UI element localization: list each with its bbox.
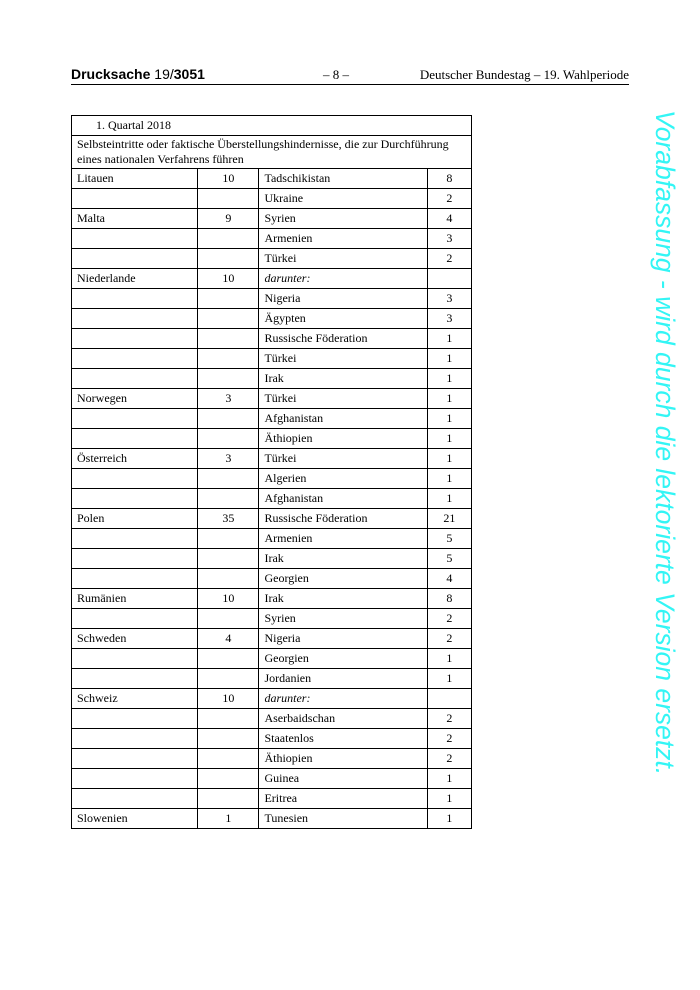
country-cell [72, 249, 198, 269]
document-number: Drucksache 19/3051 [71, 66, 205, 82]
count-cell: 21 [427, 509, 471, 529]
period-cell: 1. Quartal 2018 [72, 116, 472, 136]
country-cell [72, 349, 198, 369]
count-cell: 1 [427, 489, 471, 509]
country-cell [72, 309, 198, 329]
total-cell [198, 249, 259, 269]
origin-cell: Eritrea [259, 789, 427, 809]
country-cell: Schweden [72, 629, 198, 649]
count-cell: 2 [427, 609, 471, 629]
count-cell: 1 [427, 809, 471, 829]
watermark-text: Vorabfassung - wird durch die lektorierte Version ersetzt. [650, 110, 680, 776]
total-cell: 10 [198, 269, 259, 289]
table-row [72, 449, 472, 469]
total-cell [198, 369, 259, 389]
table-row [72, 309, 472, 329]
header-divider [71, 84, 629, 85]
total-cell [198, 729, 259, 749]
page-header [71, 66, 629, 84]
total-cell [198, 749, 259, 769]
country-cell [72, 609, 198, 629]
country-cell: Schweiz [72, 689, 198, 709]
table-row [72, 569, 472, 589]
origin-cell: Syrien [259, 609, 427, 629]
count-cell: 2 [427, 249, 471, 269]
country-cell [72, 789, 198, 809]
total-cell [198, 229, 259, 249]
table-period-row [72, 116, 472, 136]
country-cell: Polen [72, 509, 198, 529]
total-cell: 10 [198, 169, 259, 189]
statistics-table [71, 115, 472, 829]
table-row [72, 609, 472, 629]
table-row [72, 489, 472, 509]
count-cell: 1 [427, 449, 471, 469]
total-cell: 3 [198, 449, 259, 469]
total-cell [198, 489, 259, 509]
count-cell: 1 [427, 669, 471, 689]
origin-cell: Türkei [259, 389, 427, 409]
country-cell [72, 729, 198, 749]
country-cell [72, 329, 198, 349]
origin-cell: Ägypten [259, 309, 427, 329]
total-cell [198, 609, 259, 629]
description-cell: Selbsteintritte oder faktische Überstellungshindernisse, die zur Durchführung eines nationalen Verfahrens führen [72, 136, 472, 169]
count-cell: 1 [427, 369, 471, 389]
count-cell: 3 [427, 289, 471, 309]
total-cell [198, 789, 259, 809]
country-cell [72, 709, 198, 729]
origin-cell: Nigeria [259, 629, 427, 649]
count-cell: 1 [427, 469, 471, 489]
country-cell [72, 769, 198, 789]
total-cell [198, 669, 259, 689]
table-row [72, 509, 472, 529]
total-cell [198, 709, 259, 729]
table-row [72, 629, 472, 649]
total-cell [198, 549, 259, 569]
total-cell: 10 [198, 689, 259, 709]
table-row [72, 229, 472, 249]
count-cell: 2 [427, 729, 471, 749]
table-description-row [72, 136, 472, 169]
origin-cell: Äthiopien [259, 749, 427, 769]
country-cell: Norwegen [72, 389, 198, 409]
table-row [72, 349, 472, 369]
count-cell: 5 [427, 549, 471, 569]
table-row [72, 549, 472, 569]
count-cell: 2 [427, 709, 471, 729]
table-row [72, 429, 472, 449]
total-cell [198, 409, 259, 429]
table-row [72, 789, 472, 809]
country-cell [72, 189, 198, 209]
table-row [72, 289, 472, 309]
table-row [72, 329, 472, 349]
total-cell [198, 189, 259, 209]
total-cell [198, 349, 259, 369]
total-cell [198, 649, 259, 669]
total-cell: 9 [198, 209, 259, 229]
origin-cell: Irak [259, 369, 427, 389]
country-cell [72, 569, 198, 589]
table-row [72, 529, 472, 549]
origin-cell: Tadschikistan [259, 169, 427, 189]
count-cell: 8 [427, 589, 471, 609]
country-cell [72, 289, 198, 309]
origin-cell: Russische Föderation [259, 509, 427, 529]
country-cell: Österreich [72, 449, 198, 469]
origin-cell: Afghanistan [259, 409, 427, 429]
table-row [72, 389, 472, 409]
total-cell [198, 769, 259, 789]
origin-cell: darunter: [259, 269, 427, 289]
country-cell [72, 529, 198, 549]
table-row [72, 729, 472, 749]
total-cell [198, 329, 259, 349]
country-cell [72, 469, 198, 489]
country-cell [72, 429, 198, 449]
country-cell: Slowenien [72, 809, 198, 829]
count-cell: 1 [427, 769, 471, 789]
table-row [72, 589, 472, 609]
count-cell [427, 689, 471, 709]
country-cell [72, 669, 198, 689]
origin-cell: Türkei [259, 449, 427, 469]
origin-cell: Tunesien [259, 809, 427, 829]
total-cell: 3 [198, 389, 259, 409]
total-cell [198, 569, 259, 589]
origin-cell: Jordanien [259, 669, 427, 689]
table-row [72, 189, 472, 209]
count-cell: 1 [427, 649, 471, 669]
table-row [72, 749, 472, 769]
count-cell: 2 [427, 629, 471, 649]
count-cell: 4 [427, 569, 471, 589]
count-cell: 1 [427, 329, 471, 349]
count-cell: 8 [427, 169, 471, 189]
table-row [72, 769, 472, 789]
origin-cell: Guinea [259, 769, 427, 789]
country-cell [72, 369, 198, 389]
origin-cell: Afghanistan [259, 489, 427, 509]
origin-cell: Georgien [259, 569, 427, 589]
count-cell: 3 [427, 229, 471, 249]
total-cell [198, 429, 259, 449]
country-cell: Litauen [72, 169, 198, 189]
country-cell [72, 549, 198, 569]
total-cell [198, 469, 259, 489]
page-number: – 8 – [323, 67, 349, 82]
table-row [72, 709, 472, 729]
total-cell [198, 309, 259, 329]
country-cell [72, 749, 198, 769]
count-cell: 1 [427, 389, 471, 409]
origin-cell: Irak [259, 549, 427, 569]
country-cell: Niederlande [72, 269, 198, 289]
country-cell: Malta [72, 209, 198, 229]
table-row [72, 689, 472, 709]
count-cell: 1 [427, 409, 471, 429]
origin-cell: Russische Föderation [259, 329, 427, 349]
count-cell: 5 [427, 529, 471, 549]
table-row [72, 269, 472, 289]
origin-cell: Irak [259, 589, 427, 609]
table-row [72, 809, 472, 829]
count-cell: 1 [427, 789, 471, 809]
origin-cell: Armenien [259, 529, 427, 549]
country-cell [72, 229, 198, 249]
count-cell: 2 [427, 189, 471, 209]
table-row [72, 649, 472, 669]
total-cell: 4 [198, 629, 259, 649]
origin-cell: Armenien [259, 229, 427, 249]
country-cell [72, 409, 198, 429]
table-row [72, 409, 472, 429]
origin-cell: Nigeria [259, 289, 427, 309]
count-cell: 1 [427, 429, 471, 449]
origin-cell: Georgien [259, 649, 427, 669]
total-cell [198, 529, 259, 549]
origin-cell: darunter: [259, 689, 427, 709]
table-row [72, 209, 472, 229]
country-cell [72, 649, 198, 669]
count-cell: 4 [427, 209, 471, 229]
country-cell [72, 489, 198, 509]
total-cell [198, 289, 259, 309]
publisher-label: Deutscher Bundestag – 19. Wahlperiode [419, 67, 629, 82]
table-row [72, 669, 472, 689]
origin-cell: Äthiopien [259, 429, 427, 449]
count-cell: 3 [427, 309, 471, 329]
origin-cell: Türkei [259, 249, 427, 269]
total-cell: 35 [198, 509, 259, 529]
draft-watermark [645, 110, 685, 902]
count-cell [427, 269, 471, 289]
origin-cell: Türkei [259, 349, 427, 369]
country-cell: Rumänien [72, 589, 198, 609]
origin-cell: Aserbaidschan [259, 709, 427, 729]
origin-cell: Syrien [259, 209, 427, 229]
origin-cell: Staatenlos [259, 729, 427, 749]
table-row [72, 169, 472, 189]
origin-cell: Algerien [259, 469, 427, 489]
total-cell: 10 [198, 589, 259, 609]
table-row [72, 369, 472, 389]
table-row [72, 469, 472, 489]
total-cell: 1 [198, 809, 259, 829]
count-cell: 2 [427, 749, 471, 769]
table-row [72, 249, 472, 269]
count-cell: 1 [427, 349, 471, 369]
origin-cell: Ukraine [259, 189, 427, 209]
